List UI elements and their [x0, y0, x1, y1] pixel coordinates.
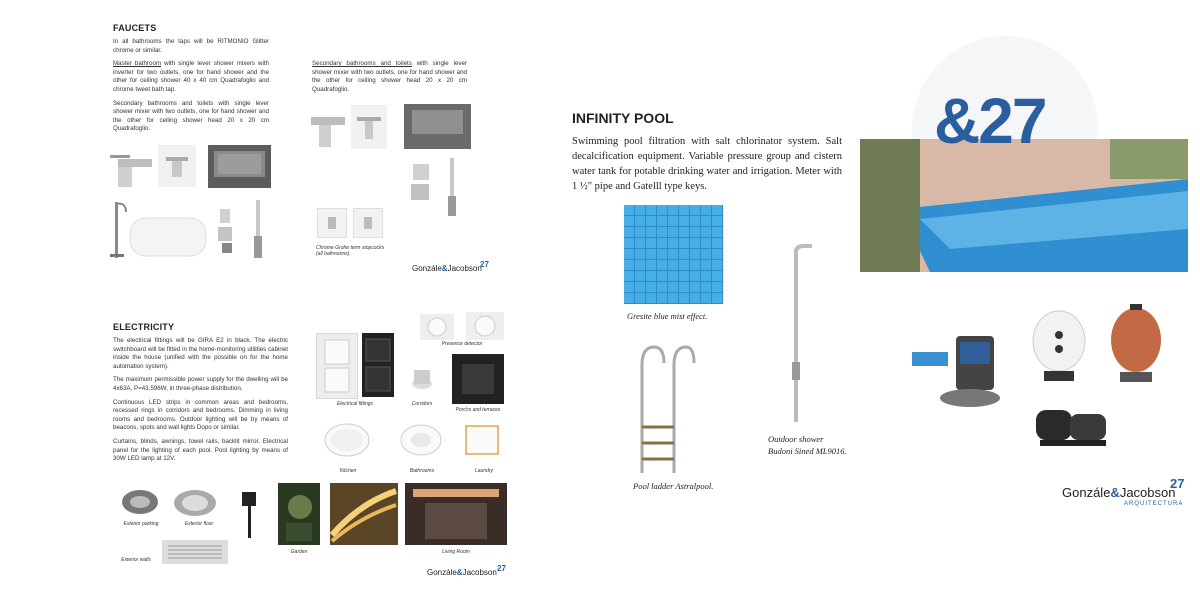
faucets-p2	[113, 60, 269, 94]
faucets-p4-rest: with single lever shower mixer with two outlets, one for hand shower and the other for ceiling shower head 20 x 20 cm Quadrafoglio.	[312, 60, 467, 93]
ladder-caption: Pool ladder Astralpool.	[633, 481, 714, 491]
presence-detector-1-image	[420, 314, 454, 340]
pool-text: Swimming pool filtration with salt chlorinator system. Salt decalcification equipment. Variable pressure group and cistern water tank for potable drinking water and irrigation. Meter with 1 ½" pipe and Gatelll type keys.	[572, 136, 842, 192]
faucets-p1: In all bathrooms the taps will be RITMONIO Glitter chrome or similar.	[113, 38, 269, 54]
sand-filter-white-image	[1030, 305, 1088, 383]
pool-photo-image	[860, 139, 1188, 272]
garden-photo-image	[278, 483, 320, 545]
caption-exterior-floor: Exterior floor	[184, 521, 214, 527]
brand-amp-icon: &	[441, 264, 448, 273]
electricity-p2: The maximum permissible power supply for the dwelling will be 4x63A, P=43,596W, in three-phase distribution.	[113, 376, 288, 392]
bathroom-downlight-image	[398, 420, 444, 460]
brand-name-right: Jacobson	[447, 264, 482, 273]
faucets-p2-underlined: Master bathroom	[113, 60, 162, 68]
faucets-title: FAUCETS	[113, 23, 157, 33]
electricity-title: ELECTRICITY	[113, 322, 175, 332]
brand-amp-icon: &	[456, 568, 463, 577]
caption-living-room: Living Room	[442, 549, 470, 555]
porch-light-image	[452, 354, 504, 404]
brand-amp-icon: &	[1110, 485, 1120, 500]
kitchen-downlight-image	[322, 420, 372, 460]
hand-shower-image	[248, 198, 268, 260]
basin-mixer-2-image	[305, 105, 350, 150]
brand-name-right: Jacobson	[462, 568, 497, 577]
basin-mixer-image	[110, 145, 155, 190]
pool-title: INFINITY POOL	[572, 110, 674, 126]
faucets-text-col1	[113, 38, 269, 139]
shower-caption-2: Budoni Sined ML9016.	[768, 446, 847, 456]
hand-shower-2-image	[442, 156, 462, 218]
electricity-p1: The electrical fittings will be GIRA E2 in black. The electric switchboard will be fitted in the home-monitoring utilities cabinet inside the house (unified with the possible on for the home automation system).	[113, 337, 288, 370]
faucets-p2-rest: with single lever shower mixers with inverter for two outlets, one for hand shower and the other for ceiling shower 40 x 40 cm Quadrafoglio and chrome tweet bath tap.	[113, 60, 269, 93]
sand-filter-copper-image	[1108, 300, 1164, 384]
presence-detector-2-image	[466, 312, 504, 340]
shower-valve-image	[405, 160, 437, 212]
shower-caption-1: Outdoor shower	[768, 434, 824, 444]
brand-name-left: Gonzále	[1062, 485, 1111, 500]
bidet-mixer-2-image	[351, 105, 387, 149]
exterior-floor-light-image	[172, 488, 218, 518]
brand-name-left: Gonzále	[427, 568, 457, 577]
brand-logo-pool	[1062, 476, 1190, 518]
ceiling-shower-40-image	[208, 145, 271, 188]
ceiling-shower-20-image	[404, 104, 471, 149]
brand-number: 27	[497, 564, 506, 573]
electricity-text	[113, 337, 288, 469]
pool-ladder-image	[636, 343, 698, 477]
salt-chlorinator-image	[910, 330, 1020, 412]
led-strip-photo-image	[330, 483, 398, 545]
exterior-parking-light-image	[120, 488, 160, 516]
faucets-p4	[312, 60, 467, 94]
exterior-wall-light-image	[162, 540, 228, 564]
brand-name-left: Gonzále	[412, 264, 442, 273]
brand-number: 27	[480, 260, 489, 269]
caption-laundry: Laundry	[474, 468, 494, 474]
pool-pump-image	[1030, 392, 1112, 450]
switch-white-image	[316, 333, 358, 399]
caption-garden: Garden	[290, 549, 308, 555]
caption-exterior-parking: Exterior parking	[123, 521, 159, 527]
bathtub-image	[128, 210, 208, 258]
gresite-caption: Gresite blue mist effect.	[627, 311, 708, 321]
caption-kitchen: Kitchen	[339, 468, 357, 474]
brand-sub: ARQUITECTURA	[1124, 501, 1184, 507]
faucets-text-col2	[312, 60, 467, 99]
gresite-mosaic-image	[624, 205, 723, 304]
caption-porches: Porchs and terraces	[455, 407, 501, 413]
caption-bathrooms: Bathrooms	[409, 468, 435, 474]
brand-name-right: Jacobson	[1119, 485, 1176, 500]
brand-big-mark: &27	[934, 85, 1046, 157]
stopcock-2-image	[353, 208, 383, 238]
brand-logo-electricity	[427, 564, 509, 592]
shower-mixer-image	[212, 205, 242, 255]
living-room-photo-image	[405, 483, 507, 545]
spot-stake-image	[234, 486, 268, 542]
brand-number: 27	[1170, 476, 1185, 491]
bath-tap-image	[106, 198, 128, 260]
caption-electrical-fittings: Electrical fittings	[336, 401, 374, 407]
electricity-p3: Continuous LED strips in common areas and bedrooms, recessed rings in corridors and bedrooms. Dimming in living rooms and bedrooms. Outdoor lighting will be by means of beacons, spots and wall lights Dopo or similar.	[113, 398, 288, 432]
switch-black-image	[362, 333, 394, 397]
laundry-panel-image	[460, 420, 504, 460]
bidet-mixer-image	[158, 145, 196, 187]
outdoor-shower-image	[776, 242, 816, 428]
stopcocks-caption: Chrome Grohe term stopcocks (all bathrooms).	[316, 245, 385, 257]
caption-exterior-walls: Exterior walls	[121, 557, 151, 563]
caption-presence-detector: Presence detector	[441, 341, 483, 347]
electricity-p4: Curtains, blinds, awnings, towel rails, backlit mirror. Electrical panel for the lighting of each pool. Pool lighting by means of 30W LED lamp at 12V.	[113, 437, 288, 463]
faucets-p4-underlined: Secondary bathrooms and toilets	[312, 60, 412, 67]
brand-logo-faucets	[412, 260, 492, 288]
caption-corridors: Corridors	[411, 401, 433, 407]
faucets-p3: Secondary bathrooms and toilets with single lever shower mixer with two outlets, one for hand shower and the other for ceiling shower head 20 x 20 cm Quadrafoglio.	[113, 99, 269, 133]
corridor-downlight-image	[408, 362, 436, 392]
stopcock-1-image	[317, 208, 347, 238]
